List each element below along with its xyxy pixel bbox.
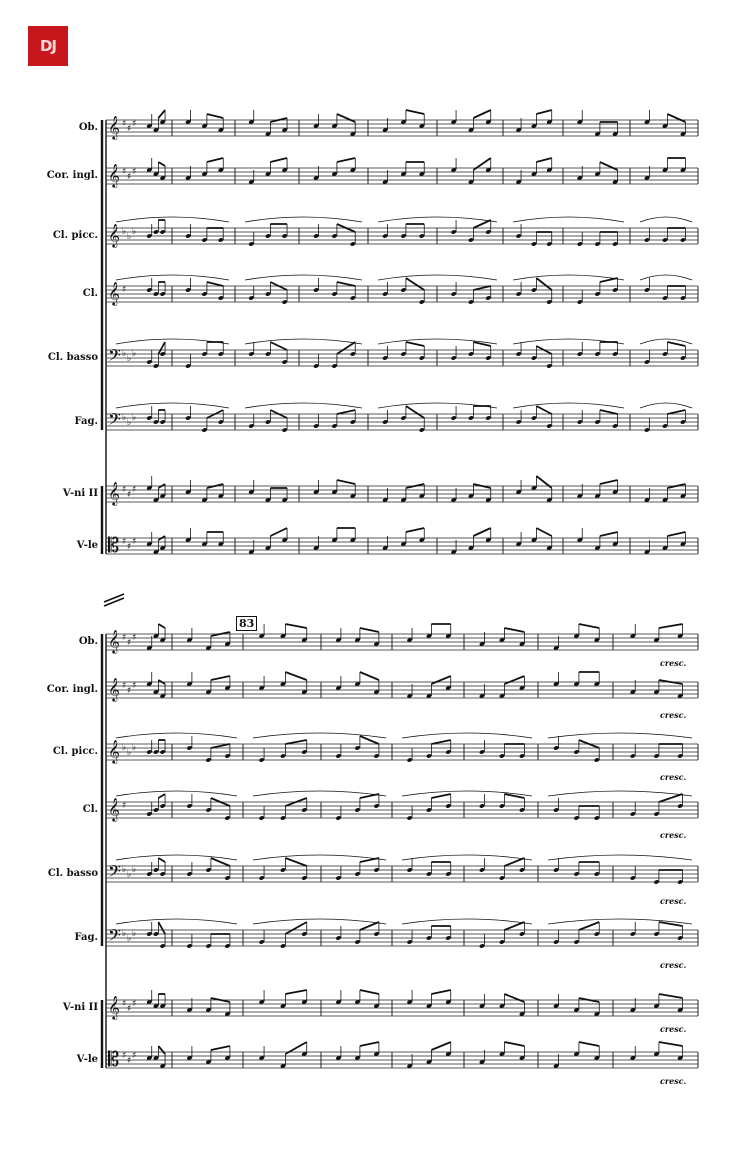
key-signature-accidental: ♯: [127, 686, 132, 696]
clef: 𝄞: [108, 995, 120, 1019]
slur: [513, 275, 624, 280]
beam: [270, 158, 287, 162]
beam: [667, 410, 685, 414]
clef: 𝄡: [108, 1047, 120, 1071]
beam: [211, 744, 230, 748]
beam: [504, 628, 524, 632]
slur: [548, 733, 692, 738]
clef: 𝄞: [108, 797, 120, 821]
beam: [285, 922, 306, 934]
key-signature-accidental: ♭: [122, 227, 127, 237]
beam: [285, 740, 306, 744]
slur: [378, 217, 497, 222]
beam: [285, 672, 306, 680]
beam: [667, 532, 685, 536]
slur: [513, 403, 624, 408]
slur: [402, 855, 532, 860]
slur: [640, 275, 692, 280]
key-signature-accidental: ♯: [127, 638, 132, 648]
slur: [245, 339, 362, 344]
beam: [360, 922, 379, 930]
slur: [640, 339, 692, 344]
slur: [253, 855, 386, 860]
slur: [253, 919, 386, 924]
beam: [659, 1042, 683, 1046]
key-signature-accidental: ♭: [127, 934, 132, 944]
dynamic-marking: cresc.: [660, 830, 687, 840]
instrument-label: V-le: [76, 540, 98, 551]
slur: [245, 403, 362, 408]
beam: [158, 858, 165, 862]
beam: [406, 110, 424, 114]
beam: [360, 794, 379, 798]
beam: [579, 922, 599, 930]
beam: [473, 528, 490, 536]
beam: [337, 480, 355, 484]
beam: [473, 220, 490, 228]
beam: [211, 1046, 230, 1050]
key-signature-accidental: ♭: [127, 418, 132, 428]
key-signature-accidental: ♭: [132, 743, 137, 753]
beam: [158, 162, 165, 166]
key-signature-accidental: ♯: [132, 485, 137, 495]
slur: [116, 733, 237, 738]
key-signature-accidental: ♯: [132, 633, 137, 643]
instrument-label: V-ni II: [62, 1002, 98, 1013]
beam: [158, 1046, 165, 1054]
slur: [640, 217, 692, 222]
instrument-label: Cl. picc.: [52, 230, 98, 241]
beam: [406, 406, 424, 418]
beam: [337, 410, 355, 414]
clef: 𝄞: [108, 163, 120, 187]
slur: [640, 403, 692, 408]
beam: [536, 158, 551, 162]
key-signature-accidental: ♭: [132, 413, 137, 423]
rehearsal-mark: 83: [236, 616, 257, 631]
beam: [285, 990, 306, 994]
slur: [513, 217, 624, 222]
instrument-label: Cl.: [82, 804, 98, 815]
key-signature-accidental: ♭: [122, 349, 127, 359]
clef: 𝄞: [108, 115, 120, 139]
key-signature-accidental: ♭: [122, 929, 127, 939]
instrument-label: Ob.: [78, 636, 98, 647]
instrument-label: Cor. ingl.: [46, 684, 98, 695]
key-signature-accidental: ♭: [132, 349, 137, 359]
slur: [245, 275, 362, 280]
key-signature-accidental: ♭: [127, 748, 132, 758]
beam: [406, 342, 424, 346]
key-signature-accidental: ♭: [127, 354, 132, 364]
slur: [548, 791, 692, 796]
dynamic-marking: cresc.: [660, 1024, 687, 1034]
key-signature-accidental: ♯: [122, 801, 127, 811]
beam: [536, 110, 551, 114]
beam: [504, 1042, 524, 1046]
dynamic-marking: cresc.: [660, 658, 687, 668]
beam: [360, 628, 379, 632]
key-signature-accidental: ♭: [122, 743, 127, 753]
beam: [667, 114, 685, 122]
beam: [360, 736, 379, 744]
beam: [360, 858, 379, 862]
key-signature-accidental: ♯: [132, 681, 137, 691]
beam: [579, 624, 599, 628]
clef: 𝄢: [108, 345, 121, 369]
slur: [378, 275, 497, 280]
key-signature-accidental: ♭: [127, 232, 132, 242]
clef: 𝄢: [108, 925, 121, 949]
key-signature-accidental: ♯: [122, 167, 127, 177]
key-signature-accidental: ♯: [122, 999, 127, 1009]
instrument-label: Fag.: [74, 416, 98, 427]
beam: [431, 990, 450, 994]
system-separator: [104, 598, 124, 606]
slur: [116, 855, 237, 860]
key-signature-accidental: ♯: [122, 537, 127, 547]
beam: [406, 278, 424, 290]
key-signature-accidental: ♯: [132, 1051, 137, 1061]
key-signature-accidental: ♯: [127, 1004, 132, 1014]
beam: [504, 922, 524, 930]
beam: [337, 114, 355, 122]
instrument-label: Cl. basso: [47, 868, 98, 879]
slur: [116, 919, 237, 924]
beam: [158, 624, 165, 628]
slur: [116, 275, 229, 280]
key-signature-accidental: ♭: [132, 929, 137, 939]
key-signature-accidental: ♯: [132, 119, 137, 129]
key-signature-accidental: ♯: [132, 999, 137, 1009]
beam: [431, 740, 450, 744]
beam: [207, 158, 223, 162]
system-separator: [104, 594, 124, 602]
clef: 𝄞: [108, 739, 120, 763]
key-signature-accidental: ♯: [122, 285, 127, 295]
key-signature-accidental: ♯: [127, 172, 132, 182]
key-signature-accidental: ♭: [127, 870, 132, 880]
key-signature-accidental: ♯: [127, 490, 132, 500]
dynamic-marking: cresc.: [660, 710, 687, 720]
instrument-label: Cl. picc.: [52, 746, 98, 757]
beam: [659, 624, 683, 628]
beam: [406, 528, 424, 532]
clef: 𝄞: [108, 281, 120, 305]
dynamic-marking: cresc.: [660, 772, 687, 782]
beam: [337, 282, 355, 286]
beam: [536, 278, 551, 290]
slur: [402, 919, 532, 924]
key-signature-accidental: ♯: [127, 1056, 132, 1066]
beam: [431, 1042, 450, 1050]
dynamic-marking: cresc.: [660, 960, 687, 970]
slur: [253, 733, 386, 738]
beam: [270, 528, 287, 536]
instrument-label: Cor. ingl.: [46, 170, 98, 181]
instrument-label: Ob.: [78, 122, 98, 133]
beam: [600, 532, 618, 536]
beam: [337, 158, 355, 162]
clef: 𝄞: [108, 481, 120, 505]
beam: [659, 794, 683, 802]
clef: 𝄢: [108, 861, 121, 885]
key-signature-accidental: ♭: [132, 865, 137, 875]
key-signature-accidental: ♯: [122, 1051, 127, 1061]
beam: [270, 342, 287, 350]
beam: [158, 110, 165, 118]
beam: [285, 858, 306, 866]
key-signature-accidental: ♯: [132, 167, 137, 177]
beam: [473, 286, 490, 290]
beam: [207, 282, 223, 286]
key-signature-accidental: ♭: [122, 865, 127, 875]
clef: 𝄞: [108, 677, 120, 701]
instrument-label: Fag.: [74, 932, 98, 943]
key-signature-accidental: ♯: [122, 485, 127, 495]
slur: [253, 791, 386, 796]
slur: [245, 217, 362, 222]
slur: [116, 403, 229, 408]
beam: [504, 994, 524, 1002]
beam: [579, 1042, 599, 1046]
beam: [360, 672, 379, 680]
beam: [659, 994, 683, 998]
beam: [207, 114, 223, 118]
beam: [360, 1042, 379, 1046]
beam: [431, 794, 450, 798]
beam: [536, 406, 551, 414]
beam: [667, 342, 685, 346]
beam: [473, 110, 490, 118]
key-signature-accidental: ♭: [122, 413, 127, 423]
clef: 𝄞: [108, 629, 120, 653]
beam: [431, 676, 450, 684]
beam: [360, 990, 379, 994]
beam: [600, 410, 618, 414]
beam: [211, 676, 230, 680]
clef: 𝄢: [108, 409, 121, 433]
key-signature-accidental: ♯: [122, 119, 127, 129]
dynamic-marking: cresc.: [660, 1076, 687, 1086]
dynamic-marking: cresc.: [660, 896, 687, 906]
slur: [402, 733, 532, 738]
beam: [536, 528, 551, 536]
beam: [158, 922, 165, 934]
beam: [504, 676, 524, 684]
clef: 𝄡: [108, 533, 120, 557]
key-signature-accidental: ♯: [122, 681, 127, 691]
key-signature-accidental: ♯: [122, 633, 127, 643]
beam: [504, 858, 524, 866]
beam: [285, 624, 306, 628]
beam: [600, 162, 618, 170]
key-signature-accidental: ♯: [132, 537, 137, 547]
slur: [116, 217, 229, 222]
key-signature-accidental: ♭: [132, 227, 137, 237]
instrument-label: Cl.: [82, 288, 98, 299]
instrument-label: V-ni II: [62, 488, 98, 499]
clef: 𝄞: [108, 223, 120, 247]
beam: [158, 794, 165, 798]
beam: [600, 480, 618, 484]
key-signature-accidental: ♯: [127, 124, 132, 134]
key-signature-accidental: ♯: [127, 542, 132, 552]
publisher-logo: DJ: [28, 26, 68, 66]
beam: [211, 858, 230, 866]
instrument-label: Cl. basso: [47, 352, 98, 363]
instrument-label: V-le: [76, 1054, 98, 1065]
slur: [116, 791, 237, 796]
slur: [548, 855, 692, 860]
beam: [600, 278, 618, 282]
